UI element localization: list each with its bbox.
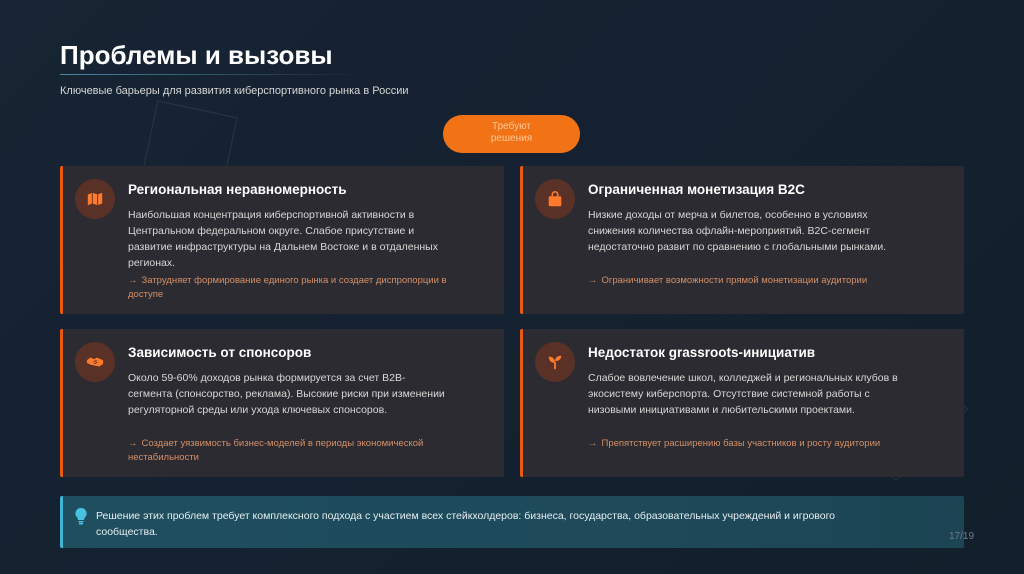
card-title: Зависимость от спонсоров bbox=[128, 345, 312, 360]
handshake-icon bbox=[75, 342, 115, 382]
card-consequence bbox=[588, 274, 928, 288]
pill-line-1: Требуют bbox=[492, 121, 531, 132]
card-consequence bbox=[128, 274, 468, 302]
problem-card-sponsors bbox=[60, 329, 504, 477]
card-description: Около 59-60% доходов рынка формируется за счет B2B-сегмента (спонсорство, реклама). Высокие риски при изменении регуляторной среды или ухода ключевых спонсоров. bbox=[128, 372, 445, 416]
arrow-right-icon: → bbox=[128, 438, 138, 449]
problem-card-monetization bbox=[520, 166, 964, 314]
card-description: Низкие доходы от мерча и билетов, особенно в условиях снижения количества офлайн-мероприятий. B2C-сегмент недостаточно развит по сравнению с глобальными рынками. bbox=[588, 209, 887, 253]
card-title: Ограниченная монетизация B2C bbox=[588, 182, 805, 197]
arrow-right-icon: → bbox=[128, 275, 138, 286]
card-description: Наибольшая концентрация киберспортивной активности в Центральном федеральном округе. Слабое присутствие и развитие инфраструктуры на Дальнем Востоке и в отдаленных регионах. bbox=[128, 209, 438, 269]
lightbulb-icon bbox=[74, 507, 88, 525]
page-subtitle: Ключевые барьеры для развития киберспортивного рынка в России bbox=[60, 85, 409, 97]
map-icon bbox=[75, 179, 115, 219]
needs-solution-pill[interactable] bbox=[443, 115, 580, 153]
card-consequence-text: Ограничивает возможности прямой монетизации аудитории bbox=[601, 275, 868, 286]
card-consequence-text: Препятствует расширению базы участников и росту аудитории bbox=[601, 438, 881, 449]
arrow-right-icon: → bbox=[588, 275, 598, 286]
pill-line-2: решения bbox=[490, 133, 533, 144]
problem-card-grassroots bbox=[520, 329, 964, 477]
arrow-right-icon: → bbox=[588, 438, 598, 449]
card-description: Слабое вовлечение школ, колледжей и региональных клубов в экосистему киберспорта. Отсутствие системной работы с низовыми инициативами и любительскими проектами. bbox=[588, 372, 898, 416]
card-consequence bbox=[128, 437, 468, 465]
solution-banner bbox=[60, 496, 964, 548]
title-underline bbox=[60, 74, 360, 75]
card-title: Региональная неравномерность bbox=[128, 182, 347, 197]
card-title: Недостаток grassroots-инициатив bbox=[588, 345, 816, 360]
page-title: Проблемы и вызовы bbox=[60, 40, 333, 70]
banner-text: Решение этих проблем требует комплексного подхода с участием всех стейкхолдеров: бизнеса, государства, образовательных учреждений и игрового сообщества. bbox=[96, 510, 836, 538]
shopping-bag-icon bbox=[535, 179, 575, 219]
card-consequence bbox=[588, 437, 928, 451]
card-consequence-text: Создает уязвимость бизнес-моделей в периоды экономической нестабильности bbox=[128, 438, 424, 463]
page-number: 17/19 bbox=[949, 531, 975, 542]
seedling-icon bbox=[535, 342, 575, 382]
problem-card-regional bbox=[60, 166, 504, 314]
card-consequence-text: Затрудняет формирование единого рынка и создает диспропорции в доступе bbox=[128, 275, 447, 300]
